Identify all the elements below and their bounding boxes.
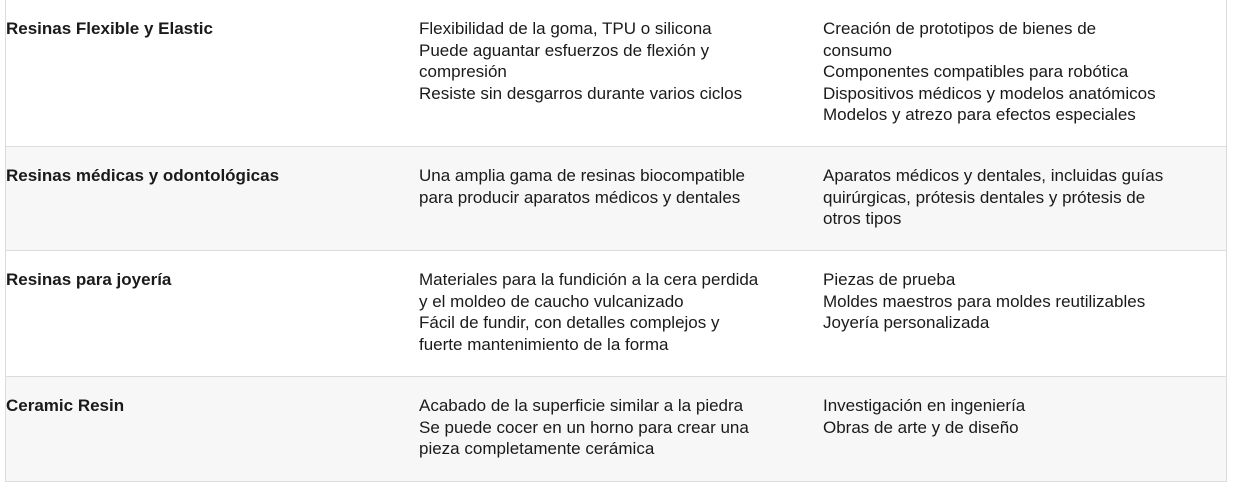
application-line: Joyería personalizada (823, 313, 990, 332)
resin-applications (823, 147, 1226, 250)
resin-name: Resinas médicas y odontológicas (6, 166, 280, 185)
table-row (6, 146, 1226, 250)
table-row (6, 0, 1226, 146)
resin-name: Resinas para joyería (6, 270, 172, 289)
property-line: pieza completamente cerámica (419, 439, 655, 458)
application-line: Investigación en ingeniería (823, 396, 1026, 415)
property-line: Resiste sin desgarros durante varios ciclos (419, 83, 743, 103)
resin-properties (419, 147, 823, 250)
application-line: Moldes maestros para moldes reutilizables (823, 291, 1146, 311)
resin-properties (419, 377, 823, 481)
property-line: Materiales para la fundición a la cera perdida (419, 270, 759, 289)
application-line: Aparatos médicos y dentales, incluidas guías (823, 166, 1164, 185)
application-line: quirúrgicas, prótesis dentales y prótesis de (823, 187, 1146, 207)
application-line: otros tipos (823, 209, 902, 228)
resin-properties (419, 0, 823, 146)
property-line: Puede aguantar esfuerzos de flexión y (419, 40, 710, 60)
table-row (6, 250, 1226, 376)
property-line: y el moldeo de caucho vulcanizado (419, 291, 684, 311)
property-line: Se puede cocer en un horno para crear una (419, 417, 749, 437)
property-line: fuerte mantenimiento de la forma (419, 334, 669, 354)
resin-applications (823, 251, 1226, 376)
property-line: Flexibilidad de la goma, TPU o silicona (419, 19, 712, 38)
property-line: compresión (419, 62, 507, 81)
application-line: Dispositivos médicos y modelos anatómicos (823, 83, 1156, 103)
application-line: Componentes compatibles para robótica (823, 62, 1129, 81)
resin-name: Ceramic Resin (6, 396, 125, 415)
resin-applications (823, 377, 1226, 481)
application-line: Creación de prototipos de bienes de (823, 19, 1097, 38)
application-line: Modelos y atrezo para efectos especiales (823, 105, 1136, 124)
property-line: Fácil de fundir, con detalles complejos y (419, 313, 720, 332)
resin-name: Resinas Flexible y Elastic (6, 19, 213, 38)
application-line: Obras de arte y de diseño (823, 417, 1019, 437)
resin-properties (419, 251, 823, 376)
resin-applications (823, 0, 1226, 146)
property-line: Acabado de la superficie similar a la piedra (419, 396, 744, 415)
table-row (6, 376, 1226, 481)
resin-comparison-table (5, 0, 1227, 482)
property-line: Una amplia gama de resinas biocompatible (419, 166, 746, 185)
application-line: consumo (823, 40, 892, 60)
property-line: para producir aparatos médicos y dentales (419, 187, 741, 207)
application-line: Piezas de prueba (823, 270, 956, 289)
